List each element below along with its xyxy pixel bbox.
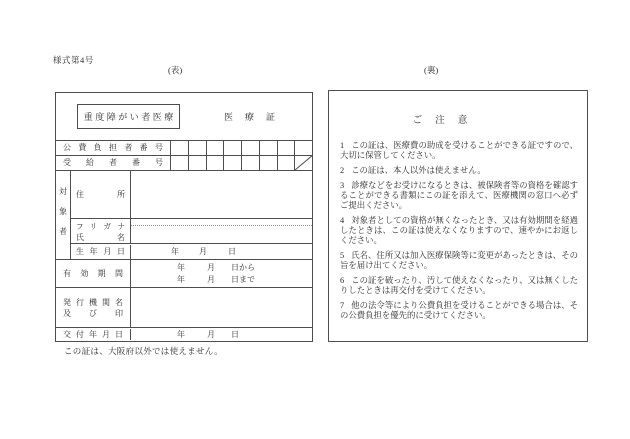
issue-date-value bbox=[131, 329, 312, 341]
notice-item-text: この証は、本人以外は使えません。 bbox=[351, 166, 486, 175]
issuer-label-line2: 及び印 bbox=[63, 308, 123, 318]
address-label: 住所 bbox=[76, 190, 125, 199]
month-unit: 月 bbox=[207, 274, 215, 284]
digit-cell bbox=[224, 141, 242, 155]
digit-cell-slashed bbox=[295, 156, 312, 170]
month-unit: 月 bbox=[207, 262, 215, 272]
year-unit: 年 bbox=[177, 274, 185, 284]
notice-item-number: 7 bbox=[340, 301, 345, 310]
digit-cell bbox=[260, 141, 278, 155]
back-card bbox=[328, 90, 588, 342]
notice-item bbox=[337, 166, 578, 176]
front-card bbox=[55, 92, 313, 342]
digit-cell bbox=[242, 156, 260, 170]
form-number: 様式第4号 bbox=[53, 55, 94, 65]
issuer-label-line1: 発行機関名 bbox=[63, 297, 123, 307]
address-label-cell bbox=[71, 171, 131, 218]
recipient-number-label: 受給者番号 bbox=[56, 156, 171, 170]
notice-item-number: 6 bbox=[340, 276, 345, 285]
notice-item-text: この証は、医療費の助成を受けることができる証ですので、大切に保管してください。 bbox=[340, 141, 578, 160]
payer-number-cells bbox=[171, 141, 312, 155]
notice-item bbox=[337, 301, 578, 321]
name-row bbox=[71, 219, 312, 244]
notice-item bbox=[337, 141, 578, 161]
notice-item-number: 4 bbox=[340, 216, 345, 225]
notice-item bbox=[337, 181, 578, 211]
payer-number-label: 公費負担者番号 bbox=[56, 141, 171, 155]
valid-period-label: 有効期間 bbox=[63, 269, 123, 278]
digit-cell bbox=[224, 156, 242, 170]
month-unit: 月 bbox=[199, 246, 207, 256]
month-unit: 月 bbox=[207, 329, 215, 339]
subject-group-row bbox=[56, 171, 312, 260]
issuer-label-cell bbox=[56, 288, 131, 327]
notice-item-text: この証を破ったり、汚して使えなくなったり、又は無くしたりしたときは再交付を受けてください。 bbox=[340, 276, 578, 295]
day-from-unit: 日から bbox=[231, 262, 255, 272]
recipient-number-cells bbox=[171, 156, 312, 170]
digit-cell bbox=[242, 141, 260, 155]
year-unit: 年 bbox=[177, 262, 185, 272]
birth-date-label: 生年月日 bbox=[76, 246, 125, 256]
issuer-value bbox=[131, 288, 312, 327]
birth-date-value bbox=[131, 246, 312, 258]
digit-cell bbox=[171, 141, 189, 155]
subject-group-inner bbox=[71, 171, 312, 259]
digit-cell bbox=[278, 156, 296, 170]
digit-cell bbox=[295, 141, 312, 155]
notice-item-text: 他の法令等により公費負担を受けることができる場合は、その公費負担を優先的に受けてください。 bbox=[340, 301, 578, 320]
furigana-separator bbox=[131, 219, 312, 226]
notice-item-number: 5 bbox=[340, 251, 345, 260]
card-type-label: 重度障がい者医療 bbox=[83, 112, 176, 122]
issuer-row bbox=[56, 288, 312, 328]
issue-date-label: 交付年月日 bbox=[63, 330, 123, 339]
digit-cell bbox=[189, 141, 207, 155]
notice-item-text: 診療などをお受けになるときは、被保険者等の資格を確認することができる書類にこの証を添えて、医療機関の窓口へ必ずご提出ください。 bbox=[340, 181, 578, 210]
notice-item-text: 対象者としての資格が無くなったとき、又は有効期間を経過したときは、この証は使えなくなりますので、速やかにお返しください。 bbox=[340, 216, 578, 245]
year-unit: 年 bbox=[171, 246, 179, 256]
valid-period-row bbox=[56, 260, 312, 288]
address-value bbox=[131, 171, 312, 218]
subject-group-label: 対象者 bbox=[56, 171, 71, 259]
year-unit: 年 bbox=[177, 329, 185, 339]
issue-date-label-cell bbox=[56, 329, 131, 340]
back-side-label: (裏) bbox=[424, 65, 439, 75]
payer-number-row bbox=[56, 141, 312, 156]
day-to-unit: 日まで bbox=[231, 274, 255, 284]
notice-heading: ご注意 bbox=[412, 116, 481, 126]
address-row bbox=[71, 171, 312, 219]
digit-cell bbox=[260, 156, 278, 170]
notice-item-number: 2 bbox=[340, 166, 345, 175]
digit-cell bbox=[207, 156, 225, 170]
digit-cell bbox=[207, 141, 225, 155]
name-label-cell bbox=[71, 219, 131, 243]
name-value bbox=[131, 219, 312, 243]
notice-item-number: 1 bbox=[340, 141, 345, 150]
valid-period-value bbox=[131, 260, 312, 287]
notice-item-number: 3 bbox=[340, 181, 345, 190]
digit-cell bbox=[171, 156, 189, 170]
birth-date-row bbox=[71, 244, 312, 259]
notice-item bbox=[337, 251, 578, 271]
card-title: 医療証 bbox=[224, 112, 288, 122]
notice-item bbox=[337, 276, 578, 296]
notice-item bbox=[337, 216, 578, 246]
diagonal-slash bbox=[295, 156, 312, 170]
front-side-label: (表) bbox=[168, 65, 183, 75]
day-unit: 日 bbox=[228, 246, 236, 256]
valid-period-label-cell bbox=[56, 260, 131, 287]
birth-label-cell bbox=[71, 245, 131, 259]
recipient-number-row bbox=[56, 156, 312, 171]
notice-item-text: 氏名、住所又は加入医療保険等に変更があったときは、その旨を届け出てください。 bbox=[340, 251, 578, 270]
digit-cell bbox=[189, 156, 207, 170]
notice-body bbox=[329, 126, 587, 321]
front-note: この証は、大阪府以外では使えません。 bbox=[64, 346, 223, 356]
digit-cell bbox=[278, 141, 296, 155]
furigana-label: フリガナ bbox=[76, 222, 125, 231]
day-unit: 日 bbox=[231, 329, 239, 339]
card-title-row bbox=[56, 93, 312, 141]
card-type-box bbox=[77, 104, 180, 129]
issue-date-row bbox=[56, 328, 312, 341]
name-label: 氏名 bbox=[76, 233, 125, 242]
